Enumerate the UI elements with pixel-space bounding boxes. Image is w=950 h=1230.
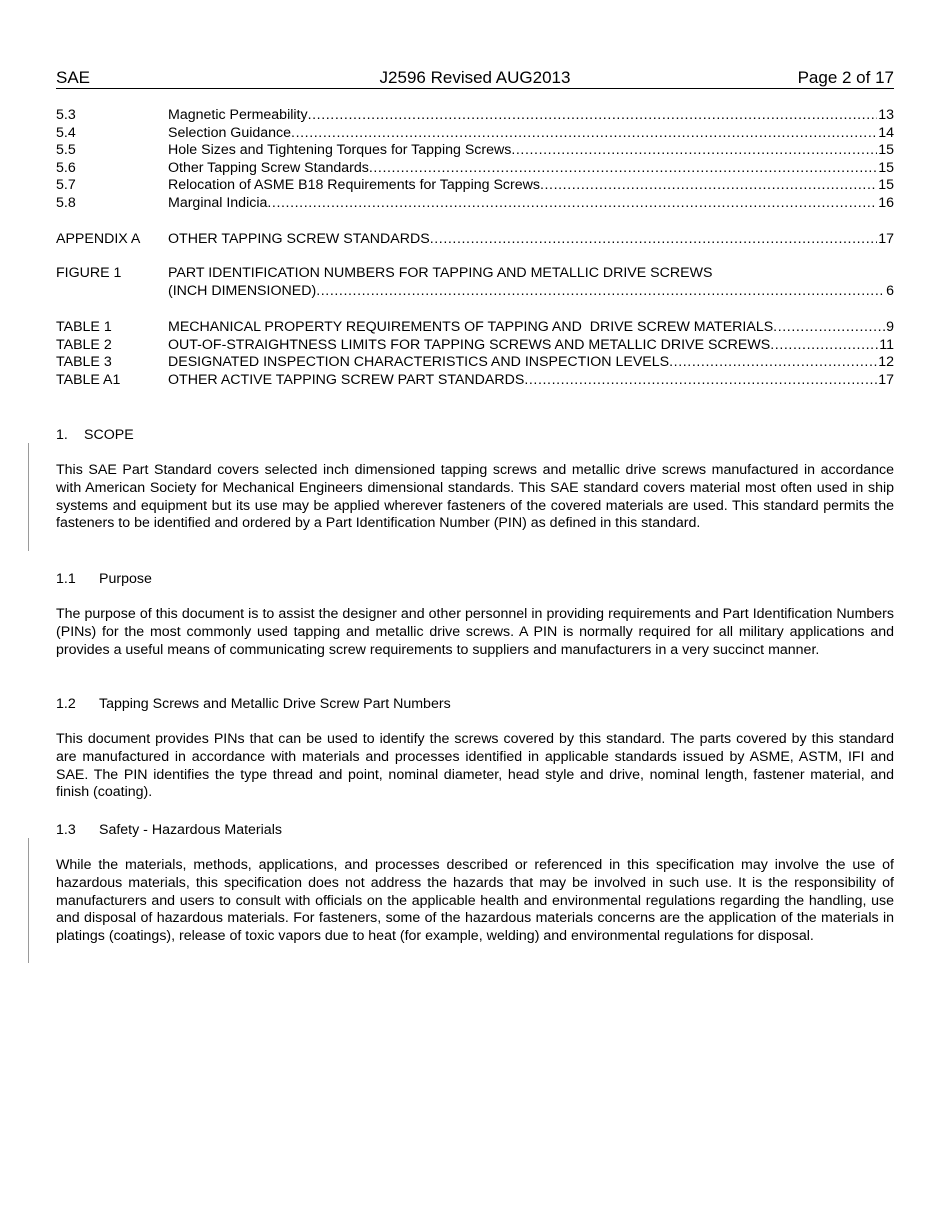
toc-leader-dots xyxy=(291,125,877,143)
toc-appendices xyxy=(56,231,894,249)
toc-entry-number: 5.6 xyxy=(56,159,76,176)
toc-leader-dots xyxy=(316,283,885,301)
toc-entry-number: 5.8 xyxy=(56,194,76,211)
part-numbers-paragraph: This document provides PINs that can be used to identify the screws covered by this standard. The parts covered by this standard are manufactured in accordance with materials and processes identified in applicable standards issued by ASME, ASTM, IFI and SAE. The PIN identifies the type thread and point, nominal diameter, head style and drive, nominal length, fastener material, and finish (coating). xyxy=(56,731,894,801)
toc-entry-title: DESIGNATED INSPECTION CHARACTERISTICS AND INSPECTION LEVELS xyxy=(168,354,670,371)
toc-entry[interactable] xyxy=(56,372,894,390)
toc-entry[interactable] xyxy=(56,231,894,249)
header-organization: SAE xyxy=(56,68,91,87)
toc-entry-page: 13 xyxy=(878,107,894,123)
safety-paragraph: While the materials, methods, applications, and processes described or referenced in this specification may involve the use of hazardous materials, this specification does not address the hazards that may be involved in such use. It is the responsibility of manufacturers and users to consult with officials on the applicable health and environmental regulations regarding the handling, use and disposal of hazardous materials. For fasteners, some of the hazardous materials concerns are the application of the materials in platings (coatings), release of toxic vapors due to heat (for example, welding) and environmental regulations for disposal. xyxy=(56,857,894,945)
toc-entry-number: 5.4 xyxy=(56,124,76,141)
toc-entry[interactable] xyxy=(56,354,894,372)
toc-entry-title-line2: (INCH DIMENSIONED) xyxy=(168,282,317,299)
toc-figures xyxy=(56,265,894,300)
toc-entry-number: 5.3 xyxy=(56,107,76,123)
section-heading-scope xyxy=(56,426,134,444)
toc-leader-dots xyxy=(369,160,877,178)
toc-entry-continuation[interactable] xyxy=(56,283,894,301)
toc-entry-number: APPENDIX A xyxy=(56,231,141,247)
toc-entry-page: 12 xyxy=(878,354,894,371)
change-bar xyxy=(28,838,29,963)
toc-leader-dots xyxy=(773,319,885,337)
toc-entry-title-line1: PART IDENTIFICATION NUMBERS FOR TAPPING AND METALLIC DRIVE SCREWS xyxy=(168,265,713,281)
toc-entry-title: Other Tapping Screw Standards xyxy=(168,159,369,176)
toc-entry[interactable] xyxy=(56,337,894,355)
toc-entry-page: 14 xyxy=(878,124,894,141)
toc-entry-title: Marginal Indicia xyxy=(168,194,268,211)
change-bar xyxy=(28,443,29,551)
toc-leader-dots xyxy=(430,231,878,249)
section-number: 1.1 xyxy=(56,571,76,587)
scope-paragraph: This SAE Part Standard covers selected inch dimensioned tapping screws and metallic drive screws manufactured in accordance with American Society for Mechanical Engineers dimensional standards. This SAE standard covers material most often used in ship systems and equipment but its use may be applied wherever fasteners of the covered materials are used. This standard permits the fasteners to be identified and ordered by a Part Identification Number (PIN) as defined in this standard. xyxy=(56,462,894,532)
section-title: Purpose xyxy=(99,571,152,587)
toc-sections xyxy=(56,107,894,213)
toc-entry-page: 17 xyxy=(878,371,894,388)
purpose-paragraph: The purpose of this document is to assist the designer and other personnel in providing requirements and Part Identification Numbers (PINs) for the most commonly used tapping and metallic drive screws. A PIN is normally required for all military applications and provides a useful means of communicating screw requirements to suppliers and manufacturers in a very succinct manner. xyxy=(56,606,894,658)
toc-entry-number: TABLE 1 xyxy=(56,319,112,335)
toc-entry-title: OUT-OF-STRAIGHTNESS LIMITS FOR TAPPING SCREWS AND METALLIC DRIVE SCREWS xyxy=(168,336,771,353)
toc-entry-title: Hole Sizes and Tightening Torques for Tapping Screws xyxy=(168,142,512,159)
toc-entry-page: 11 xyxy=(879,336,894,353)
toc-entry-number: 5.7 xyxy=(56,177,76,194)
header-document-id: J2596 Revised AUG2013 xyxy=(379,68,571,87)
toc-tables xyxy=(56,319,894,389)
toc-leader-dots xyxy=(540,177,877,195)
page-header xyxy=(56,68,894,89)
toc-leader-dots xyxy=(267,195,877,213)
toc-entry-page: 17 xyxy=(878,231,894,247)
toc-entry[interactable] xyxy=(56,107,894,125)
toc-entry-number: TABLE 3 xyxy=(56,354,112,371)
header-page-number: Page 2 of 17 xyxy=(797,68,894,87)
toc-entry-number: TABLE 2 xyxy=(56,336,112,353)
section-heading-part-numbers xyxy=(56,695,451,713)
section-title: Tapping Screws and Metallic Drive Screw Part Numbers xyxy=(99,696,451,712)
section-title: SCOPE xyxy=(84,427,134,443)
toc-entry-title: Relocation of ASME B18 Requirements for Tapping Screws xyxy=(168,177,540,194)
toc-leader-dots xyxy=(524,372,877,390)
toc-leader-dots xyxy=(308,107,878,125)
toc-entry-page: 15 xyxy=(878,177,894,194)
section-number: 1. xyxy=(56,427,68,443)
toc-entry[interactable] xyxy=(56,265,894,283)
toc-entry[interactable] xyxy=(56,125,894,143)
toc-entry-page: 15 xyxy=(878,142,894,159)
toc-entry-title: Magnetic Permeability xyxy=(168,107,308,123)
toc-entry-number: 5.5 xyxy=(56,142,76,159)
toc-leader-dots xyxy=(770,337,878,355)
section-heading-safety xyxy=(56,821,282,839)
toc-entry[interactable] xyxy=(56,177,894,195)
toc-entry[interactable] xyxy=(56,142,894,160)
toc-entry[interactable] xyxy=(56,319,894,337)
toc-entry-title: MECHANICAL PROPERTY REQUIREMENTS OF TAPPING AND DRIVE SCREW MATERIALS xyxy=(168,319,774,335)
toc-entry-title: OTHER ACTIVE TAPPING SCREW PART STANDARDS xyxy=(168,371,525,388)
toc-entry-page: 15 xyxy=(878,159,894,176)
section-title: Safety - Hazardous Materials xyxy=(99,822,282,838)
toc-leader-dots xyxy=(511,142,877,160)
toc-leader-dots xyxy=(669,354,877,372)
toc-entry-number: FIGURE 1 xyxy=(56,265,122,281)
toc-entry-page: 6 xyxy=(886,282,894,299)
section-heading-purpose xyxy=(56,570,152,588)
toc-entry-page: 9 xyxy=(886,319,894,335)
section-number: 1.3 xyxy=(56,822,76,838)
section-number: 1.2 xyxy=(56,696,76,712)
toc-entry-title: OTHER TAPPING SCREW STANDARDS xyxy=(168,231,430,247)
toc-entry-number: TABLE A1 xyxy=(56,371,121,388)
toc-entry-page: 16 xyxy=(878,194,894,211)
toc-entry[interactable] xyxy=(56,160,894,178)
toc-entry[interactable] xyxy=(56,195,894,213)
toc-entry-title: Selection Guidance xyxy=(168,124,292,141)
